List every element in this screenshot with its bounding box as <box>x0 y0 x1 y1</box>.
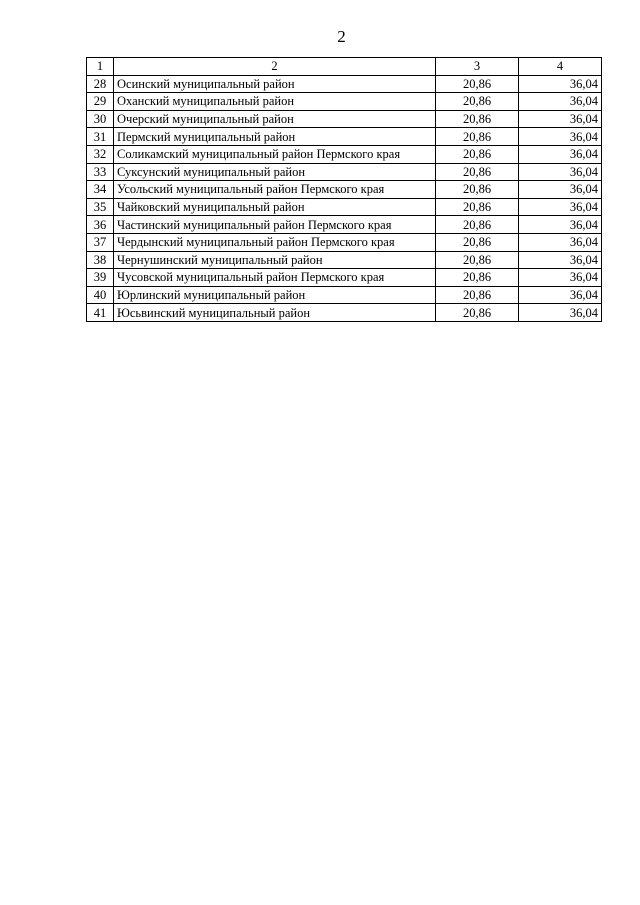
district-name-cell: Чусовской муниципальный район Пермского края <box>114 269 436 287</box>
row-number-cell: 32 <box>87 145 114 163</box>
row-number-cell: 31 <box>87 128 114 146</box>
value-col4-cell: 36,04 <box>519 128 602 146</box>
value-col4-cell: 36,04 <box>519 304 602 322</box>
value-col4-cell: 36,04 <box>519 286 602 304</box>
district-name-cell: Суксунский муниципальный район <box>114 163 436 181</box>
value-col3-cell: 20,86 <box>436 110 519 128</box>
table-row <box>87 251 602 269</box>
table-row <box>87 75 602 93</box>
districts-table <box>86 57 602 322</box>
value-col3-cell: 20,86 <box>436 216 519 234</box>
row-number-cell: 39 <box>87 269 114 287</box>
value-col3-cell: 20,86 <box>436 233 519 251</box>
row-number-cell: 38 <box>87 251 114 269</box>
value-col3-cell: 20,86 <box>436 128 519 146</box>
row-number-cell: 34 <box>87 181 114 199</box>
value-col3-cell: 20,86 <box>436 198 519 216</box>
district-name-cell: Очерский муниципальный район <box>114 110 436 128</box>
district-name-cell: Соликамский муниципальный район Пермского края <box>114 145 436 163</box>
value-col3-cell: 20,86 <box>436 269 519 287</box>
district-name-cell: Юрлинский муниципальный район <box>114 286 436 304</box>
table-row <box>87 163 602 181</box>
district-name-cell: Чердынский муниципальный район Пермского края <box>114 233 436 251</box>
value-col4-cell: 36,04 <box>519 181 602 199</box>
value-col4-cell: 36,04 <box>519 269 602 287</box>
row-number-cell: 41 <box>87 304 114 322</box>
value-col4-cell: 36,04 <box>519 251 602 269</box>
value-col3-cell: 20,86 <box>436 163 519 181</box>
table-row <box>87 233 602 251</box>
table-row <box>87 181 602 199</box>
table-body <box>87 75 602 321</box>
district-name-cell: Чайковский муниципальный район <box>114 198 436 216</box>
table-row <box>87 128 602 146</box>
table-row <box>87 269 602 287</box>
row-number-cell: 29 <box>87 93 114 111</box>
district-name-cell: Частинский муниципальный район Пермского края <box>114 216 436 234</box>
district-name-cell: Усольский муниципальный район Пермского края <box>114 181 436 199</box>
column-header-1: 1 <box>87 58 114 76</box>
value-col4-cell: 36,04 <box>519 110 602 128</box>
value-col3-cell: 20,86 <box>436 93 519 111</box>
table-row <box>87 198 602 216</box>
district-name-cell: Пермский муниципальный район <box>114 128 436 146</box>
table-row <box>87 145 602 163</box>
column-header-3: 3 <box>436 58 519 76</box>
page-number: 2 <box>337 27 346 46</box>
table-row <box>87 216 602 234</box>
column-header-2: 2 <box>114 58 436 76</box>
row-number-cell: 40 <box>87 286 114 304</box>
value-col4-cell: 36,04 <box>519 93 602 111</box>
value-col4-cell: 36,04 <box>519 198 602 216</box>
table-row <box>87 93 602 111</box>
row-number-cell: 37 <box>87 233 114 251</box>
value-col4-cell: 36,04 <box>519 216 602 234</box>
district-name-cell: Осинский муниципальный район <box>114 75 436 93</box>
value-col3-cell: 20,86 <box>436 304 519 322</box>
value-col4-cell: 36,04 <box>519 163 602 181</box>
column-header-4: 4 <box>519 58 602 76</box>
table-row <box>87 110 602 128</box>
row-number-cell: 28 <box>87 75 114 93</box>
district-name-cell: Оханский муниципальный район <box>114 93 436 111</box>
table-row <box>87 304 602 322</box>
row-number-cell: 35 <box>87 198 114 216</box>
row-number-cell: 30 <box>87 110 114 128</box>
value-col3-cell: 20,86 <box>436 286 519 304</box>
district-name-cell: Юсьвинский муниципальный район <box>114 304 436 322</box>
row-number-cell: 36 <box>87 216 114 234</box>
value-col4-cell: 36,04 <box>519 75 602 93</box>
value-col3-cell: 20,86 <box>436 181 519 199</box>
table-row <box>87 286 602 304</box>
value-col3-cell: 20,86 <box>436 251 519 269</box>
value-col4-cell: 36,04 <box>519 233 602 251</box>
value-col4-cell: 36,04 <box>519 145 602 163</box>
value-col3-cell: 20,86 <box>436 145 519 163</box>
value-col3-cell: 20,86 <box>436 75 519 93</box>
table-header-row <box>87 58 602 76</box>
row-number-cell: 33 <box>87 163 114 181</box>
district-name-cell: Чернушинский муниципальный район <box>114 251 436 269</box>
